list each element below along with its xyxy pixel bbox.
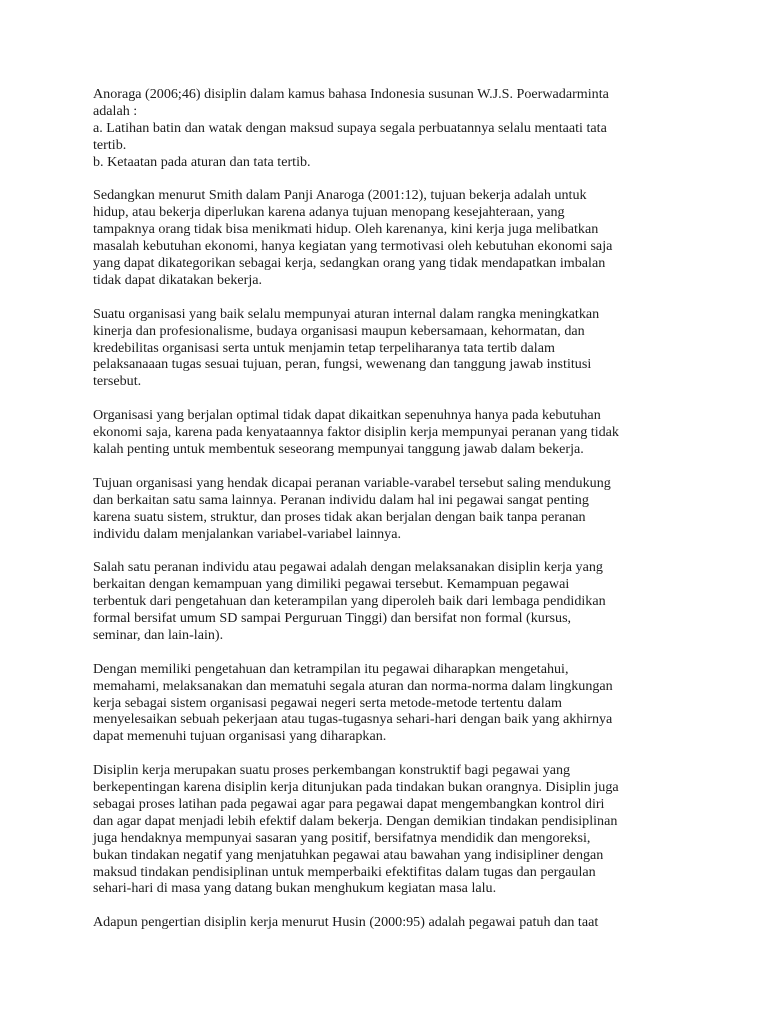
paragraph-2	[93, 187, 683, 288]
text-line: Disiplin kerja merupakan suatu proses perkembangan konstruktif bagi pegawai yang	[93, 762, 571, 779]
text-line: sehari-hari di masa yang datang bukan menghukum kegiatan masa lalu.	[93, 880, 497, 897]
text-line: kredebilitas organisasi serta untuk menjamin tetap terpeliharanya tata tertib dalam	[93, 339, 555, 356]
paragraph-8	[93, 762, 683, 897]
text-line: b. Ketaatan pada aturan dan tata tertib.	[93, 153, 311, 170]
text-line: yang dapat dikategorikan sebagai kerja, sedangkan orang yang tidak mendapatkan imbalan	[93, 255, 606, 272]
text-line: memahami, melaksanakan dan mematuhi segala aturan dan norma-norma dalam lingkungan	[93, 677, 613, 694]
text-line: Anoraga (2006;46) disiplin dalam kamus bahasa Indonesia susunan W.J.S. Poerwadarminta	[93, 86, 609, 102]
paragraph-7	[93, 661, 683, 746]
text-line: tersebut.	[93, 373, 142, 390]
text-line: Dengan memiliki pengetahuan dan ketrampilan itu pegawai diharapkan mengetahui,	[93, 660, 569, 677]
text-line: dan berkaitan satu sama lainnya. Peranan individu dalam hal ini pegawai sangat penting	[93, 491, 589, 508]
text-line: sebagai proses latihan pada pegawai agar para pegawai dapat mengembangkan kontrol diri	[93, 795, 605, 812]
text-line: pelaksanaaan tugas sesuai tujuan, peran, fungsi, wewenang dan tanggung jawab institusi	[93, 356, 592, 373]
text-line: terbentuk dari pengetahuan dan keterampilan yang diperoleh baik dari lembaga pendidikan	[93, 593, 606, 610]
text-line: a. Latihan batin dan watak dengan maksud supaya segala perbuatannya selalu mentaati tata	[93, 119, 607, 136]
text-line: kerja sebagai sistem organisasi pegawai negeri serta metode-metode tertentu dalam	[93, 694, 562, 711]
text-line: individu dalam menjalankan variabel-variabel lainnya.	[93, 525, 401, 542]
paragraph-6	[93, 559, 683, 644]
paragraph-5	[93, 475, 683, 543]
paragraph-9	[93, 914, 683, 931]
text-line: tertib.	[93, 136, 127, 153]
text-line: ekonomi saja, karena pada kenyataannya faktor disiplin kerja mempunyai peranan yang tidak	[93, 424, 619, 441]
text-line: berkepentingan karena disiplin kerja ditunjukan pada tindakan bukan orangnya. Disiplin juga	[93, 779, 619, 796]
paragraph-1	[93, 86, 683, 171]
text-line: dapat memenuhi tujuan organisasi yang diharapkan.	[93, 728, 387, 745]
text-line: formal bersifat umum SD sampai Perguruan Tinggi) dan bersifat non formal (kursus,	[93, 610, 572, 627]
text-line: dan agar dapat menjadi lebih efektif dalam bekerja. Dengan demikian tindakan pendisiplinan	[93, 812, 618, 829]
text-line: menyelesaikan sebuah pekerjaan atau tugas-tugasnya sehari-hari dengan baik yang akhirnya	[93, 711, 613, 728]
document-body	[93, 86, 683, 948]
text-line: tidak dapat dikatakan bekerja.	[93, 271, 263, 288]
text-line: Sedangkan menurut Smith dalam Panji Anaroga (2001:12), tujuan bekerja adalah untuk	[93, 187, 587, 204]
paragraph-3	[93, 306, 683, 391]
text-line: masalah kebutuhan ekonomi, hanya kegiatan yang termotivasi oleh kebutuhan ekonomi saja	[93, 238, 613, 255]
text-line: Organisasi yang berjalan optimal tidak dapat dikaitkan sepenuhnya hanya pada kebutuhan	[93, 407, 601, 424]
text-line: maksud tindakan pendisiplinan untuk memperbaiki efektifitas dalam tugas dan pergaulan	[93, 863, 596, 880]
text-line: kinerja dan profesionalisme, budaya organisasi maupun kebersamaan, kehormatan, dan	[93, 322, 585, 339]
text-line: Adapun pengertian disiplin kerja menurut Husin (2000:95) adalah pegawai patuh dan taat	[93, 914, 599, 931]
text-line: berkaitan dengan kemampuan yang dimiliki pegawai tersebut. Kemampuan pegawai	[93, 576, 570, 593]
text-line: Tujuan organisasi yang hendak dicapai peranan variable-varabel tersebut saling mendukung	[93, 474, 611, 491]
text-line: juga hendaknya mempunyai sasaran yang positif, bersifatnya mendidik dan mengoreksi,	[93, 829, 591, 846]
text-line: adalah :	[93, 102, 138, 119]
text-line: Suatu organisasi yang baik selalu mempunyai aturan internal dalam rangka meningkatkan	[93, 305, 600, 322]
text-line: tampaknya orang tidak bisa menikmati hidup. Oleh karenanya, kini kerja juga melibatkan	[93, 221, 599, 238]
text-line: Salah satu peranan individu atau pegawai adalah dengan melaksanakan disiplin kerja yang	[93, 559, 603, 576]
text-line: hidup, atau bekerja diperlukan karena adanya tujuan menopang kesejahteraan, yang	[93, 204, 565, 221]
text-line: bukan tindakan negatif yang menjatuhkan pegawai atau bawahan yang indisipliner dengan	[93, 846, 604, 863]
text-line: karena suatu sistem, struktur, dan proses tidak akan berjalan dengan baik tanpa peranan	[93, 508, 586, 525]
text-line: kalah penting untuk membentuk seseorang mempunyai tanggung jawab dalam bekerja.	[93, 440, 584, 457]
paragraph-4	[93, 407, 683, 458]
text-line: seminar, dan lain-lain).	[93, 626, 224, 643]
